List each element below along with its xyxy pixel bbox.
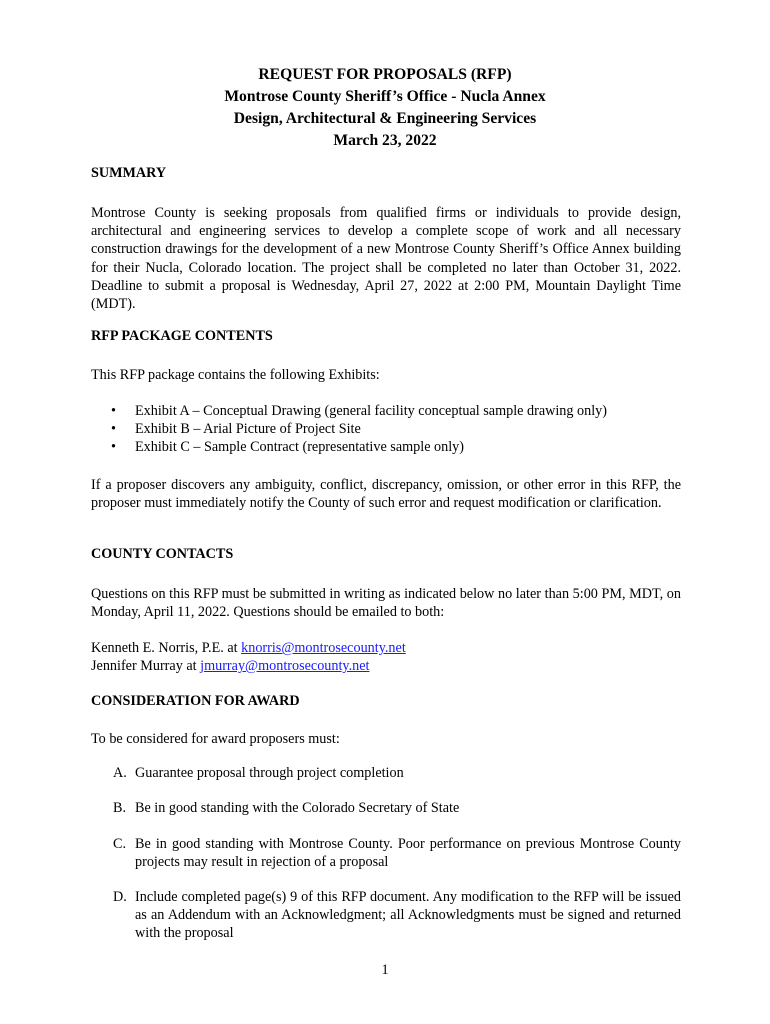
exhibit-c: Exhibit C – Sample Contract (representative sample only) — [135, 439, 464, 456]
document-title — [0, 64, 770, 152]
title-line-4: March 23, 2022 — [333, 132, 437, 149]
summary-body: Montrose County is seeking proposals from qualified firms or individuals to provide design, architectural and engineering services to develop a complete scope of work and all necessary construction drawings for the development of a new Montrose County Sheriff’s Office Annex building for their Nucla, Colorado location. The project shall be completed no later than October 31, 2022. Deadline to submit a proposal is Wednesday, April 27, 2022 at 2:00 PM, Mountain Daylight Time (MDT). — [91, 205, 681, 313]
item-letter: D. — [113, 889, 127, 905]
list-item — [111, 420, 681, 438]
title-line-1: REQUEST FOR PROPOSALS (RFP) — [258, 66, 512, 83]
exhibit-a: Exhibit A – Conceptual Drawing (general facility conceptual sample drawing only) — [135, 403, 607, 419]
contacts-body: Questions on this RFP must be submitted in writing as indicated below no later than 5:00 PM, MDT, on Monday, April 11, 2022. Questions should be emailed to both: — [91, 586, 681, 621]
item-letter: C. — [113, 836, 127, 852]
contacts-heading: COUNTY CONTACTS — [91, 546, 234, 562]
bullet-icon: • — [111, 439, 116, 456]
title-line-3: Design, Architectural & Engineering Services — [233, 110, 537, 127]
contact-line-1 — [91, 639, 681, 657]
award-heading: CONSIDERATION FOR AWARD — [91, 693, 300, 709]
list-item — [113, 799, 681, 817]
contact-1-prefix: Kenneth E. Norris, P.E. at — [91, 640, 242, 656]
contact-1-email-link[interactable]: knorris@montrosecounty.net — [241, 640, 406, 656]
item-letter: A. — [113, 765, 127, 781]
package-notice: If a proposer discovers any ambiguity, conflict, discrepancy, omission, or other error in this RFP, the proposer must immediately notify the County of such error and request modification or clarification. — [91, 477, 681, 512]
bullet-icon: • — [111, 421, 116, 438]
summary-heading: SUMMARY — [91, 165, 167, 181]
contact-2-prefix: Jennifer Murray at — [91, 658, 201, 674]
item-text: Guarantee proposal through project completion — [135, 765, 404, 781]
package-heading: RFP PACKAGE CONTENTS — [91, 328, 273, 344]
list-item — [111, 402, 681, 420]
award-intro: To be considered for award proposers must: — [91, 731, 340, 747]
list-item — [113, 835, 681, 871]
contact-2-email-link[interactable]: jmurray@montrosecounty.net — [200, 658, 370, 674]
list-item — [113, 888, 681, 943]
contact-line-2 — [91, 657, 681, 675]
item-text: Include completed page(s) 9 of this RFP document. Any modification to the RFP will be issued as an Addendum with an Acknowledgment; all Acknowledgments must be signed and returned with the proposal — [135, 889, 681, 942]
list-item — [111, 438, 681, 456]
item-text: Be in good standing with Montrose County. Poor performance on previous Montrose County projects may result in rejection of a proposal — [135, 836, 681, 871]
list-item — [113, 764, 681, 782]
exhibit-b: Exhibit B – Arial Picture of Project Site — [135, 421, 361, 438]
item-text: Be in good standing with the Colorado Secretary of State — [135, 800, 460, 816]
item-letter: B. — [113, 800, 127, 816]
bullet-icon: • — [111, 403, 116, 419]
title-line-2: Montrose County Sheriff’s Office - Nucla Annex — [224, 88, 546, 105]
exhibit-list — [111, 402, 681, 457]
package-intro: This RFP package contains the following Exhibits: — [91, 367, 380, 383]
page-number: 1 — [381, 962, 389, 978]
